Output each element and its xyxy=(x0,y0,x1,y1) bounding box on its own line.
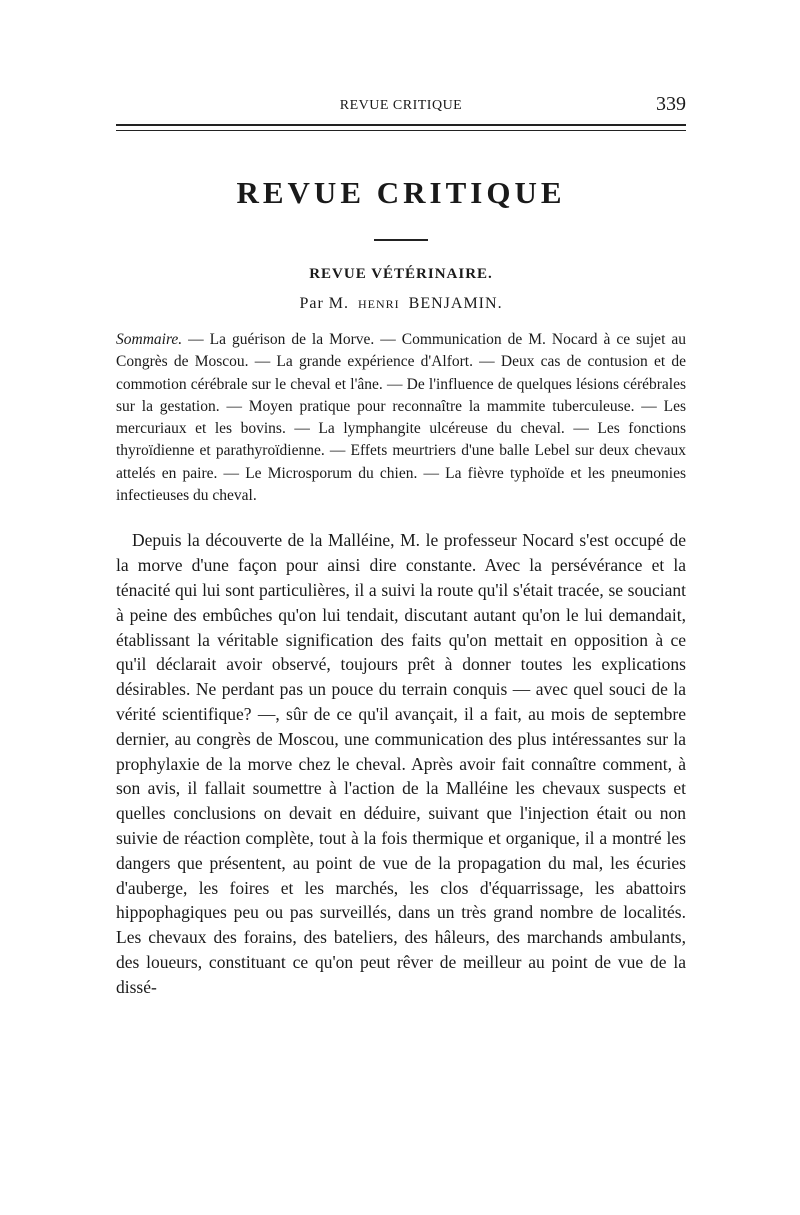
running-title: REVUE CRITIQUE xyxy=(339,98,463,113)
byline xyxy=(116,295,686,313)
summary-text: — La guérison de la Morve. — Communication de M. Nocard à ce sujet au Congrès de Moscou. — La grande expérience d'Alfort. — Deux cas de contusion et de commotion cérébrale sur le cheval et l'âne. — De l'influence de quelques lésions cérébrales sur la gestation. — Moyen pratique pour reconnaître la mammite tuberculeuse. — Les mercuriaux et les bovins. — La lymphangite ulcéreuse du cheval. — Les fonctions thyroïdienne et parathyroïdienne. — Effets meurtriers d'une balle Lebel sur deux chevaux attelés en paire. — Le Microsporum du chien. — La fièvre typhoïde et les pneumonies infectieuses du cheval. xyxy=(116,331,686,505)
header-double-rule xyxy=(116,124,686,131)
page-number: 339 xyxy=(656,93,686,115)
author-last-name: BENJAMIN. xyxy=(408,295,503,312)
author-first-name: HENRI xyxy=(358,297,400,311)
article-title: REVUE CRITIQUE xyxy=(236,175,566,210)
book-page xyxy=(116,88,686,1000)
body-paragraph: Depuis la découverte de la Malléine, M. le professeur Nocard s'est occupé de la morve d'une façon pour ainsi dire constante. Avec la persévérance et la ténacité qui lui sont particulières, il a suivi la route qu'il s'était tracée, se souciant à peine des embûches qu'on lui tendait, discutant autant qu'on le lui demandait, établissant la véritable signification des faits qu'on mettait en opposition à ce qu'il déclarait avoir observé, toujours prêt à donner toutes les explications désirables. Ne perdant pas un pouce du terrain conquis — avec quel souci de la vérité scientifique? —, sûr de ce qu'il avançait, il a fait, au mois de septembre dernier, au congrès de Moscou, une communication des plus intéressantes sur la prophylaxie de la morve chez le cheval. Après avoir fait connaître comment, à son avis, il fallait soumettre à l'action de la Malléine les chevaux suspects et quelles conclusions on devait en déduire, suivant que l'injection était ou non suivie de réaction complète, tout à la fois thermique et organique, il a montré les dangers que présentent, au point de vue de la propagation du mal, les écuries d'auberge, les foires et les marchés, les clos d'équarrissage, les abattoirs hippophagiques peu ou pas surveillés, dans un très grand nombre de localités. Les chevaux des forains, des bateliers, des hâleurs, des marchands ambulants, des loueurs, constituant ce qu'on peut rêver de meilleur au point de vue de la dissé- xyxy=(116,530,686,997)
title-divider xyxy=(374,239,428,241)
summary-block xyxy=(116,329,686,507)
running-header xyxy=(116,88,686,124)
section-title: REVUE VÉTÉRINAIRE. xyxy=(309,266,493,282)
byline-prefix: Par M. xyxy=(299,295,349,312)
summary-label: Sommaire. xyxy=(116,331,183,348)
